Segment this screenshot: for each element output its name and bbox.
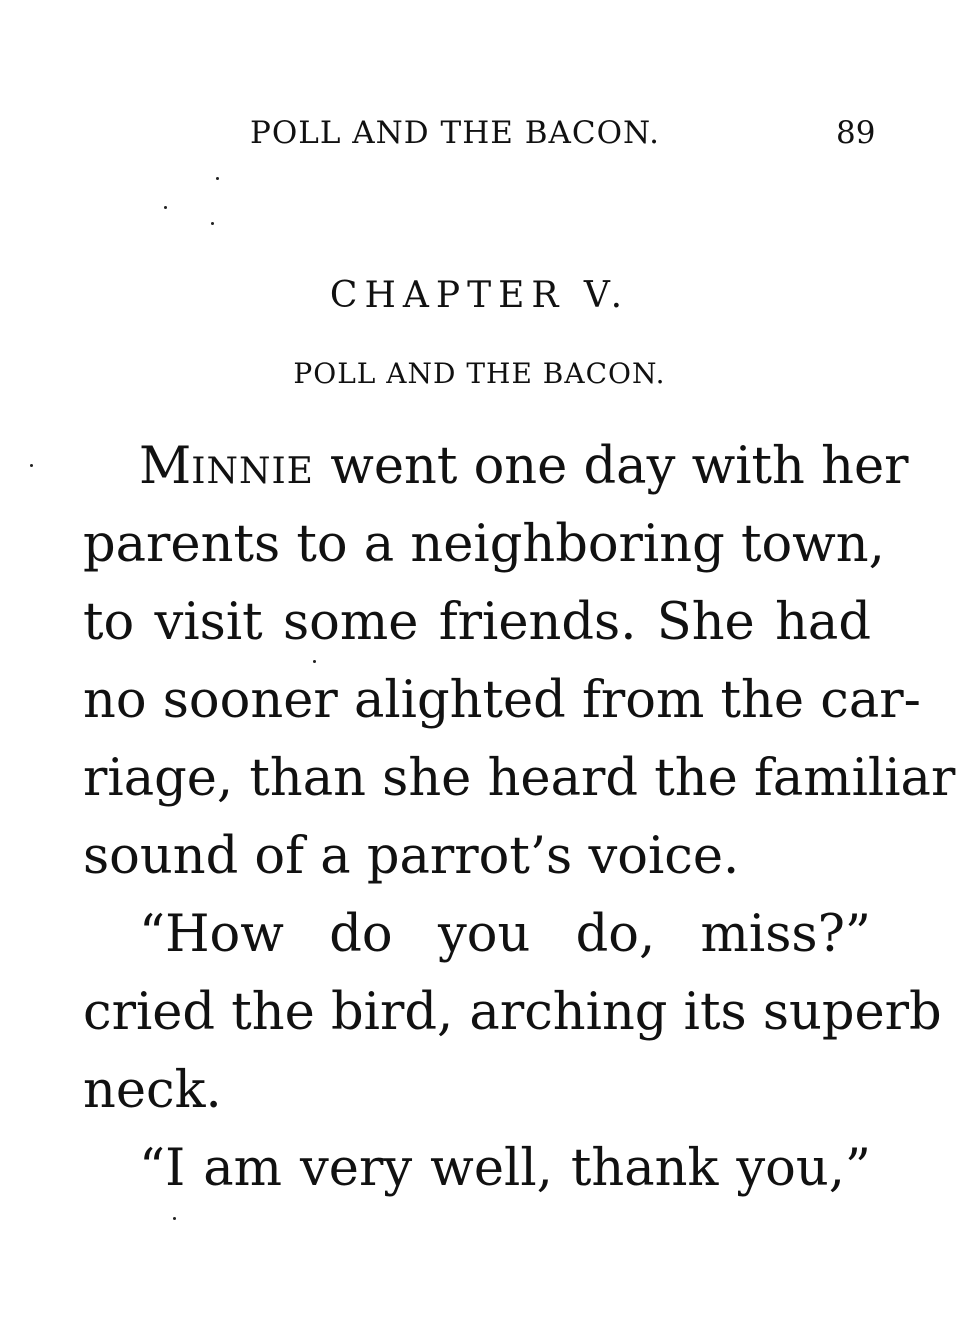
- chapter-heading: CHAPTER V.: [329, 275, 630, 316]
- text-line: cried the bird, arching its superb: [83, 983, 942, 1042]
- text-line: no sooner alighted from the car-: [83, 671, 921, 730]
- print-speck: [211, 222, 214, 225]
- text-line: to visit some friends. She had: [83, 593, 871, 652]
- print-speck: [30, 464, 33, 467]
- page-number: 89: [836, 115, 876, 151]
- drop-word: MINNIE: [139, 437, 314, 496]
- print-speck: [216, 177, 219, 180]
- print-speck: [173, 1217, 176, 1220]
- text-line: MINNIE went one day with her: [139, 437, 909, 496]
- print-speck: [164, 206, 167, 209]
- text-line: “I am very well, thank you,”: [139, 1139, 871, 1198]
- text-line: riage, than she heard the familiar: [83, 749, 956, 808]
- text-line: sound of a parrot’s voice.: [83, 827, 740, 886]
- text-line: “How do you do, miss?”: [139, 905, 871, 964]
- running-head-title: POLL AND THE BACON.: [250, 115, 661, 151]
- chapter-subtitle: POLL AND THE BACON.: [293, 357, 666, 390]
- text-line: neck.: [83, 1061, 222, 1120]
- text-line: parents to a neighboring town,: [83, 515, 885, 574]
